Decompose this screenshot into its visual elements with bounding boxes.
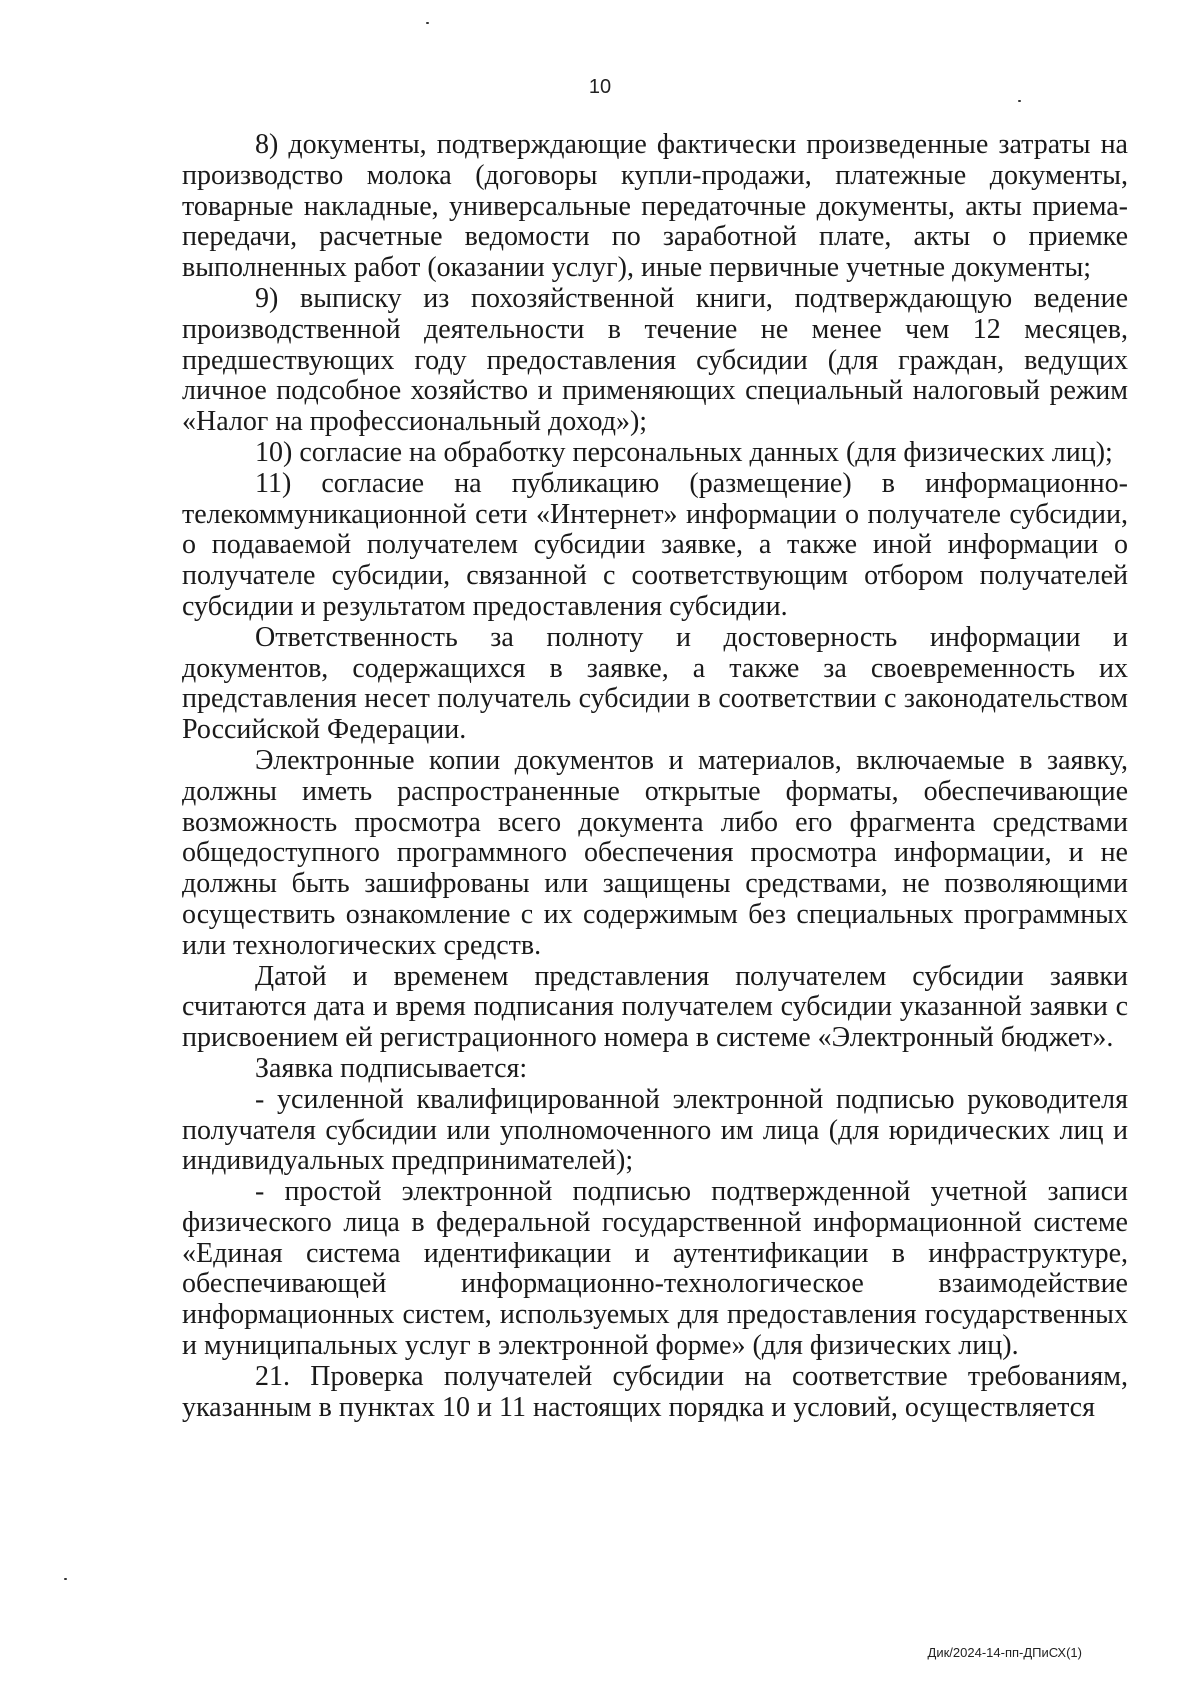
paragraph-signing-intro: Заявка подписывается: [255,1052,528,1084]
scan-speck [64,1578,67,1580]
paragraph-item-9: 9) выписку из похозяйственной книги, подтверждающую ведение производственной деятельности в течение не менее чем 12 месяцев, предшествующих году предоставления субсидии (для граждан, ведущих личное подсобное хозяйство и применяющих специальный налоговый режим «Налог на профессиональный доход»); [182,282,1128,438]
paragraph-item-8: 8) документы, подтверждающие фактически произведенные затраты на производство молока (договоры купли-продажи, платежные документы, товарные накладные, универсальные передаточные документы, акты приема-передачи, расчетные ведомости по заработной плате, акты о приемке выполненных работ (оказании услуг), иные первичные учетные документы; [182,129,1128,284]
paragraph-item-10: 10) согласие на обработку персональных данных (для физических лиц); [255,436,1113,468]
paragraph-responsibility: Ответственность за полноту и достоверность информации и документов, содержащихся в заявке, а также за своевременность их представления несет получатель субсидии в соответствии с законодательством Российской Федерации. [182,621,1128,746]
paragraph-submission-date: Датой и временем представления получателем субсидии заявки считаются дата и время подписания получателем субсидии указанной заявки с присвоением ей регистрационного номера в системе «Электронный бюджет». [182,960,1128,1054]
paragraph-signing-qualified: - усиленной квалифицированной электронной подписью руководителя получателя субсидии или уполномоченного им лица (для юридических лиц и индивидуальных предпринимателей); [182,1083,1128,1177]
paragraph-signing-simple: - простой электронной подписью подтвержденной учетной записи физического лица в федеральной государственной информационной системе «Единая система идентификации и аутентификации в инфраструктуре, обеспечивающей информационно-технологическое взаимодействие информационных систем, используемых для предоставления государственных и муниципальных услуг в электронной форме» (для физических лиц). [182,1176,1128,1362]
paragraph-electronic-copies: Электронные копии документов и материалов, включаемые в заявку, должны иметь распространенные открытые форматы, обеспечивающие возможность просмотра всего документа либо его фрагмента средствами общедоступного программного обеспечения просмотра информации, и не должны быть зашифрованы или защищены средствами, не позволяющими осуществить ознакомление с их содержимым без специальных программных или технологических средств. [182,744,1128,961]
scan-speck [426,22,429,24]
paragraph-clause-21: 21. Проверка получателей субсидии на соответствие требованиям, указанным в пунктах 10 и 11 настоящих порядка и условий, осуществляется [182,1360,1128,1423]
document-code: Дик/2024-14-пп-ДПиСХ(1) [927,1645,1082,1660]
page-number: 10 [588,76,612,98]
scan-speck [1018,100,1021,102]
document-body [182,130,1128,1423]
paragraph-item-11: 11) согласие на публикацию (размещение) в информационно-телекоммуникационной сети «Интернет» информации о получателе субсидии, о подаваемой получателем субсидии заявке, а также иной информации о получателе субсидии, связанной с соответствующим отбором получателей субсидии и результатом предоставления субсидии. [182,467,1128,622]
